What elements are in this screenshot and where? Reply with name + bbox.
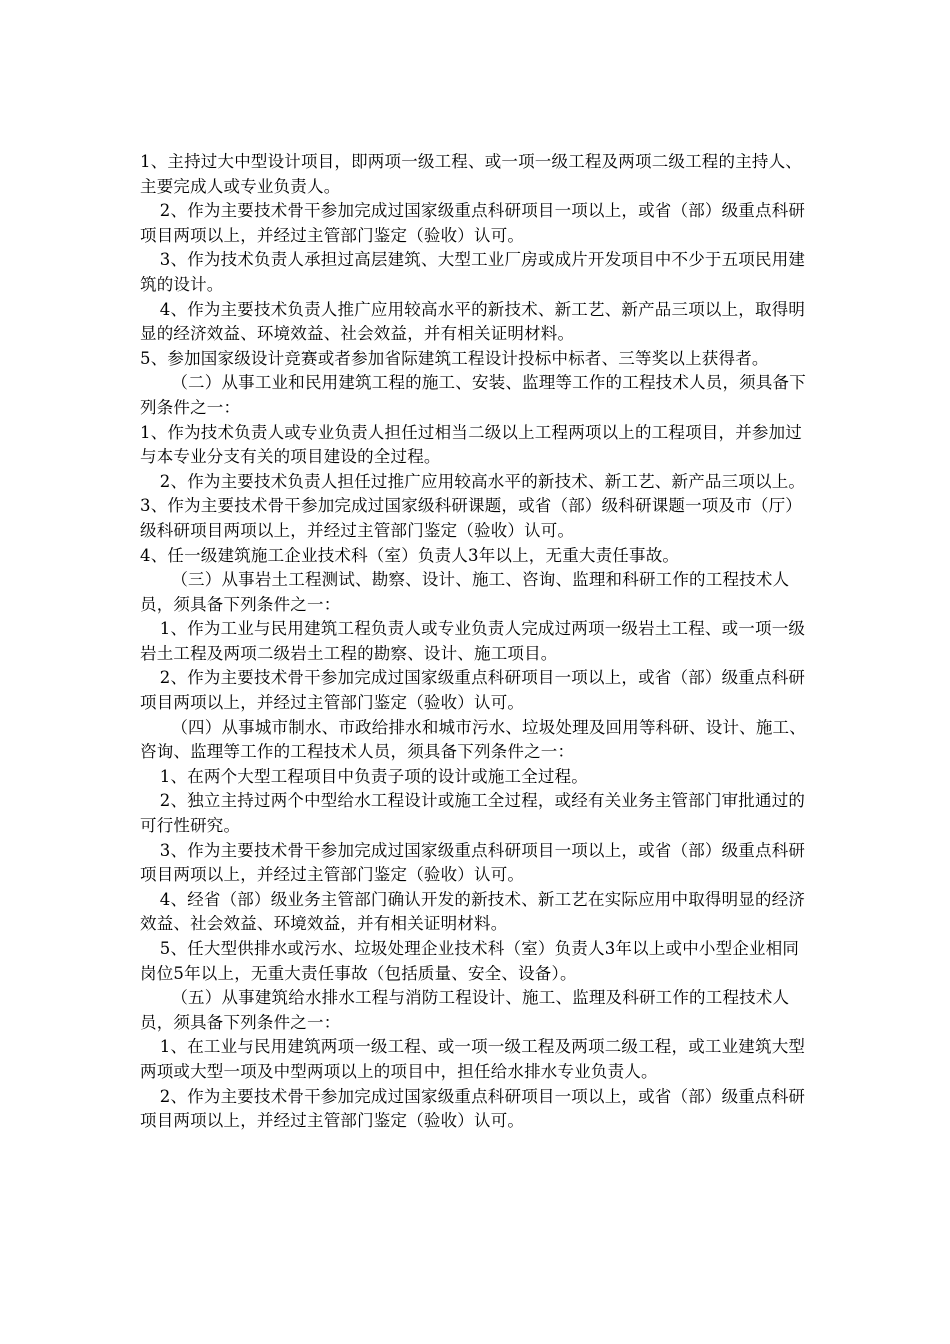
paragraph: 2、作为主要技术骨干参加完成过国家级重点科研项目一项以上，或省（部）级重点科研项目两项以上，并经过主管部门鉴定（验收）认可。 [140,668,806,713]
paragraph: 5、参加国家级设计竞赛或者参加省际建筑工程设计投标中标者、三等奖以上获得者。 [140,348,769,368]
section-heading: （三）从事岩土工程测试、勘察、设计、施工、咨询、监理和科研工作的工程技术人员，须具备下列条件之一： [140,570,790,614]
paragraph: 1、在工业与民用建筑两项一级工程、或一项一级工程及两项二级工程，或工业建筑大型两项或大型一项及中型两项以上的项目中，担任给水排水专业负责人。 [140,1037,806,1081]
paragraph: 4、任一级建筑施工企业技术科（室）负责人3年以上，无重大责任事故。 [140,545,680,565]
paragraph: 4、经省（部）级业务主管部门确认开发的新技术、新工艺在实际应用中取得明显的经济效益、社会效益、环境效益，并有相关证明材料。 [140,889,806,934]
paragraph: 2、作为主要技术骨干参加完成过国家级重点科研项目一项以上，或省（部）级重点科研项目两项以上，并经过主管部门鉴定（验收）认可。 [140,1086,806,1131]
paragraph: 1、作为工业与民用建筑工程负责人或专业负责人完成过两项一级岩土工程、或一项一级岩土工程及两项二级岩土工程的勘察、设计、施工项目。 [140,619,806,663]
paragraph: 3、作为技术负责人承担过高层建筑、大型工业厂房或成片开发项目中不少于五项民用建筑的设计。 [140,250,806,294]
paragraph: 5、任大型供排水或污水、垃圾处理企业技术科（室）负责人3年以上或中小型企业相同岗位5年以上，无重大责任事故（包括质量、安全、设备）。 [140,939,800,983]
section-heading: （二）从事工业和民用建筑工程的施工、安装、监理等工作的工程技术人员，须具备下列条件之一： [140,373,806,417]
paragraph: 4、作为主要技术负责人推广应用较高水平的新技术、新工艺、新产品三项以上，取得明显的经济效益、环境效益、社会效益，并有相关证明材料。 [140,299,806,344]
paragraph: 3、作为主要技术骨干参加完成过国家级科研课题，或省（部）级科研课题一项及市（厅）级科研项目两项以上，并经过主管部门鉴定（验收）认可。 [140,496,802,540]
paragraph: 3、作为主要技术骨干参加完成过国家级重点科研项目一项以上，或省（部）级重点科研项目两项以上，并经过主管部门鉴定（验收）认可。 [140,840,806,885]
paragraph: 2、作为主要技术负责人担任过推广应用较高水平的新技术、新工艺、新产品三项以上。 [159,471,806,491]
document-body [140,150,815,1134]
section-heading: （五）从事建筑给水排水工程与消防工程设计、施工、监理及科研工作的工程技术人员，须具备下列条件之一： [140,988,790,1032]
paragraph: 1、在两个大型工程项目中负责子项的设计或施工全过程。 [159,766,588,786]
paragraph: 2、独立主持过两个中型给水工程设计或施工全过程，或经有关业务主管部门审批通过的可行性研究。 [140,791,806,836]
paragraph: 1、作为技术负责人或专业负责人担任过相当二级以上工程两项以上的工程项目，并参加过与本专业分支有关的项目建设的全过程。 [140,422,802,467]
paragraph: 1、主持过大中型设计项目，即两项一级工程、或一项一级工程及两项二级工程的主持人、主要完成人或专业负责人。 [140,152,802,196]
section-heading: （四）从事城市制水、市政给排水和城市污水、垃圾处理及回用等科研、设计、施工、咨询、监理等工作的工程技术人员，须具备下列条件之一： [140,717,806,762]
paragraph: 2、作为主要技术骨干参加完成过国家级重点科研项目一项以上，或省（部）级重点科研项目两项以上，并经过主管部门鉴定（验收）认可。 [140,201,806,245]
